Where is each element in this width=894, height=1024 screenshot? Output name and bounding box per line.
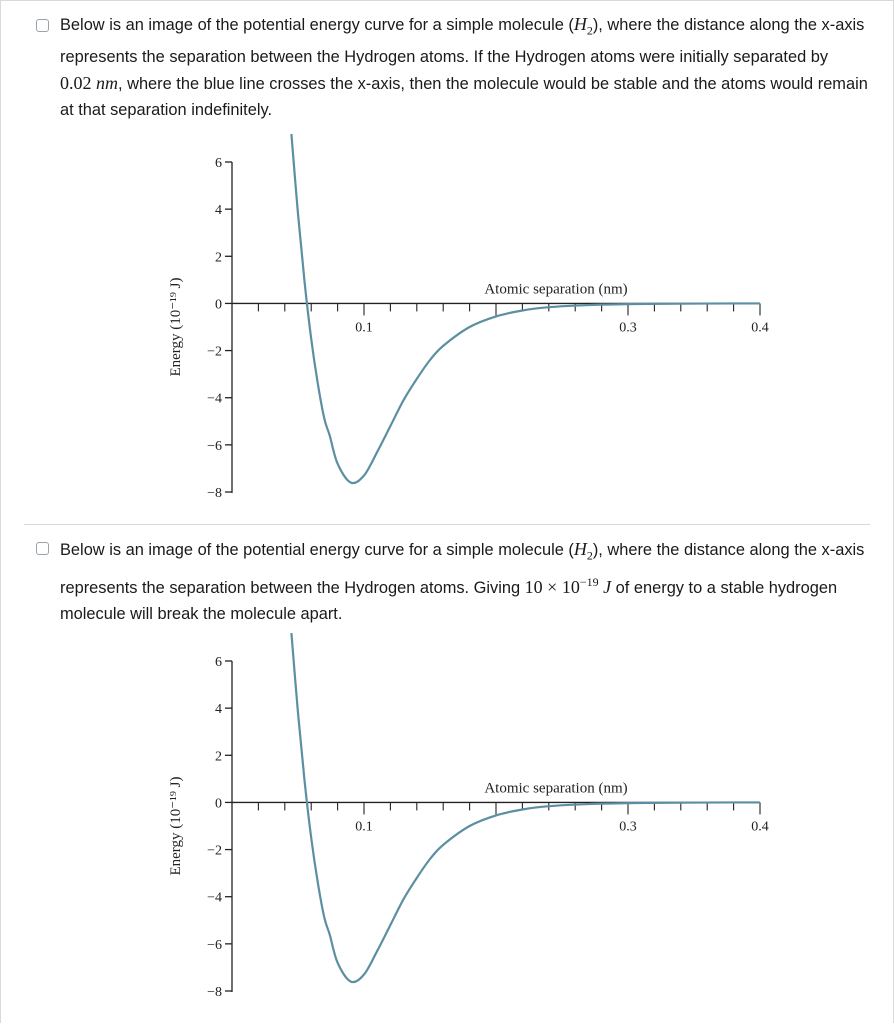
q2-molecule-symbol: H xyxy=(573,539,587,559)
question-2-text xyxy=(60,536,870,627)
potential-energy-curve xyxy=(291,633,760,982)
q2-value xyxy=(524,574,612,597)
y-tick-label: −6 xyxy=(207,438,222,454)
y-tick-label: −8 xyxy=(207,486,222,501)
q1-text-pre: Below is an image of the potential energy curve for a simple molecule ( xyxy=(60,16,574,34)
q1-value-number: 0.02 xyxy=(60,72,92,93)
q2-value-unit: J xyxy=(603,576,612,597)
q2-text-post: of energy to a stable hydrogen molecule will break the molecule apart. xyxy=(60,578,838,623)
q2-value-exponent: −19 xyxy=(579,574,599,589)
q1-value-unit: nm xyxy=(96,72,118,93)
q2-value-coefficient: 10 xyxy=(524,576,543,597)
q1-molecule-subscript: 2 xyxy=(586,23,593,38)
question-1-text xyxy=(60,11,870,123)
q1-molecule-symbol: H xyxy=(573,14,587,34)
q2-molecule-subscript: 2 xyxy=(586,548,593,563)
x-tick-label: 0.4 xyxy=(751,320,769,336)
y-tick-label: −6 xyxy=(207,937,222,953)
y-tick-label: −4 xyxy=(207,391,222,407)
q2-text-pre: Below is an image of the potential energy curve for a simple molecule ( xyxy=(60,541,574,559)
q2-molecule xyxy=(573,539,593,563)
q1-molecule xyxy=(573,14,593,38)
y-tick-label: −8 xyxy=(207,985,222,1000)
y-tick-label: 6 xyxy=(215,655,222,670)
y-tick-label: −2 xyxy=(207,344,222,360)
energy-chart-svg xyxy=(150,633,790,1003)
q1-value xyxy=(60,73,118,93)
potential-energy-curve xyxy=(291,134,760,483)
x-tick-label: 0.1 xyxy=(355,819,373,835)
x-axis-title: Atomic separation (nm) xyxy=(484,281,628,298)
y-tick-label: −2 xyxy=(207,843,222,859)
y-tick-label: 0 xyxy=(215,297,222,313)
y-tick-label: 2 xyxy=(215,250,222,266)
question-2-chart xyxy=(150,633,790,1003)
y-axis-title: Energy (10⁻¹⁹ J) xyxy=(168,277,184,377)
y-tick-label: 0 xyxy=(215,796,222,812)
y-tick-label: 4 xyxy=(215,203,222,219)
y-tick-label: 4 xyxy=(215,702,222,718)
y-axis-title: Energy (10⁻¹⁹ J) xyxy=(168,776,184,876)
question-1-checkbox[interactable] xyxy=(36,19,49,32)
q2-value-base: 10 xyxy=(561,576,580,597)
x-tick-label: 0.1 xyxy=(355,320,373,336)
y-tick-label: 2 xyxy=(215,749,222,765)
y-tick-label: 6 xyxy=(215,156,222,171)
x-tick-label: 0.3 xyxy=(619,819,637,835)
x-tick-label: 0.3 xyxy=(619,320,637,336)
q1-text-post: , where the blue line crosses the x-axis, then the molecule would be stable and the atoms would remain at that separation indefinitely. xyxy=(60,74,868,119)
question-2-checkbox[interactable] xyxy=(36,542,49,555)
question-2 xyxy=(0,524,894,1024)
y-tick-label: −4 xyxy=(207,890,222,906)
q1-text-mid: ), where the distance along the x-axis represents the separation between the Hydrogen atoms. If the Hydrogen atoms were initially separated by xyxy=(60,16,865,66)
energy-chart-svg xyxy=(150,134,790,504)
x-axis-title: Atomic separation (nm) xyxy=(484,780,628,797)
x-tick-label: 0.4 xyxy=(751,819,769,835)
question-1-chart xyxy=(150,134,790,504)
q2-text-mid: ), where the distance along the x-axis represents the separation between the Hydrogen atoms. Giving xyxy=(60,541,865,597)
q2-times-sign: × xyxy=(547,576,558,597)
